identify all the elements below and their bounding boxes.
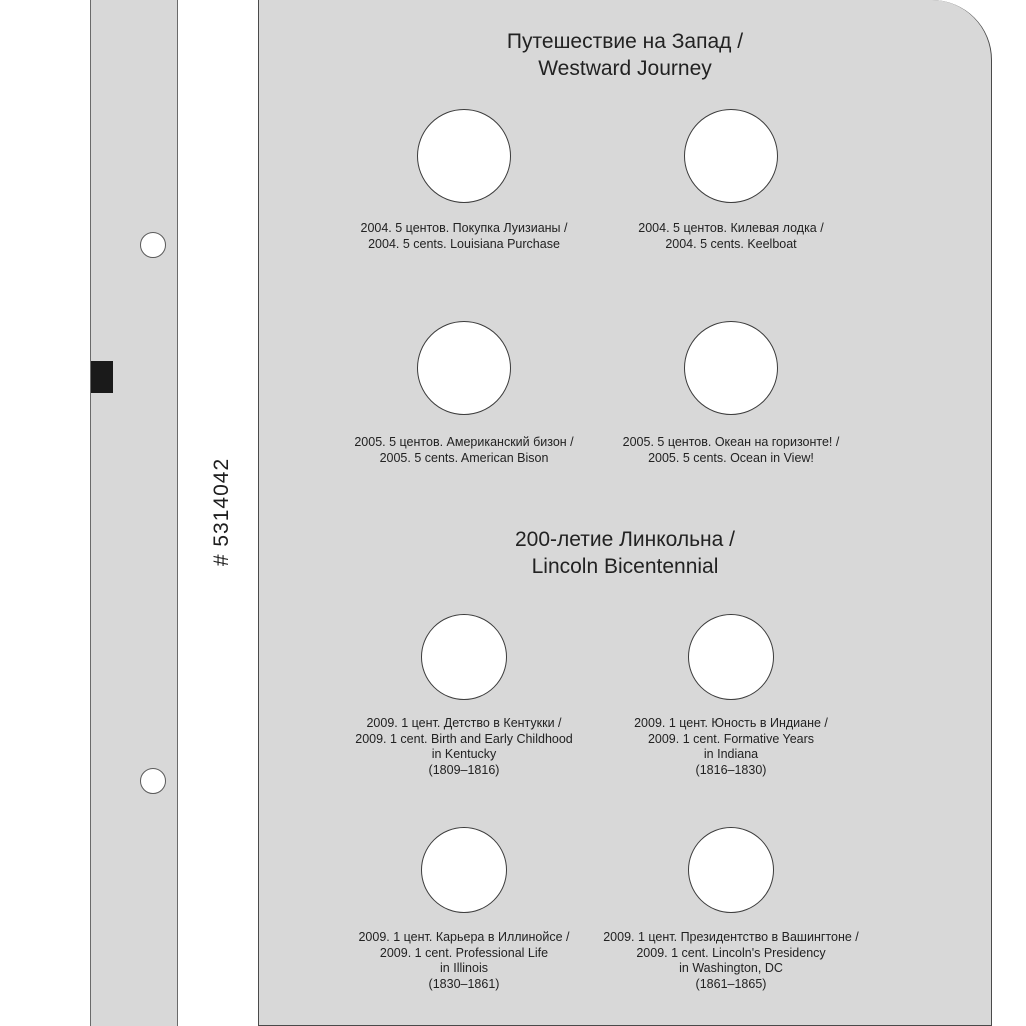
caption-line-ru: 2009. 1 цент. Детство в Кентукки / — [366, 716, 562, 730]
black-marker — [91, 361, 113, 393]
coin-slot-louisiana-purchase[interactable] — [417, 109, 511, 203]
coin-slot-lincolns-presidency[interactable] — [688, 827, 774, 913]
binder-hole-bottom — [140, 768, 166, 794]
coin-caption-professional-life — [314, 930, 614, 992]
coin-caption-formative-years — [581, 716, 881, 778]
caption-line-years: (1861–1865) — [695, 976, 767, 991]
caption-line-place: in Washington, DC — [679, 961, 783, 975]
coin-album-page — [258, 0, 992, 1026]
section-title-en: Westward Journey — [538, 57, 712, 80]
coin-slot-professional-life[interactable] — [421, 827, 507, 913]
caption-line-en: 2009. 1 cent. Lincoln's Presidency — [636, 945, 826, 960]
caption-line-ru: 2009. 1 цент. Юность в Индиане / — [634, 716, 828, 730]
caption-line-en: 2009. 1 cent. Formative Years — [647, 731, 815, 746]
coin-caption-birth-early-childhood — [314, 716, 614, 778]
article-number: # 5314042 — [210, 457, 233, 567]
section-title-en: Lincoln Bicentennial — [531, 555, 719, 578]
section-title-ru: 200-летие Линкольна / — [514, 528, 736, 551]
caption-line-place: in Illinois — [440, 961, 488, 975]
coin-caption-keelboat — [581, 221, 881, 252]
binder-hole-top — [140, 232, 166, 258]
caption-line-place: in Kentucky — [431, 747, 497, 761]
coin-slot-formative-years[interactable] — [688, 614, 774, 700]
section-title-ru: Путешествие на Запад / — [506, 30, 744, 53]
coin-slot-ocean-in-view[interactable] — [684, 321, 778, 415]
coin-slot-birth-early-childhood[interactable] — [421, 614, 507, 700]
caption-line-en: 2009. 1 cent. Birth and Early Childhood — [355, 731, 573, 746]
caption-line-years: (1816–1830) — [695, 762, 767, 777]
caption-line-ru: 2004. 5 центов. Покупка Луизианы / — [360, 221, 568, 235]
caption-line-ru: 2009. 1 цент. Президентство в Вашингтоне / — [603, 930, 859, 944]
caption-line-years: (1809–1816) — [428, 762, 500, 777]
caption-line-ru: 2009. 1 цент. Карьера в Иллинойсе / — [358, 930, 570, 944]
coin-caption-american-bison — [314, 435, 614, 466]
caption-line-place: in Indiana — [703, 747, 759, 761]
caption-line-en: 2009. 1 cent. Professional Life — [379, 945, 549, 960]
caption-line-years: (1830–1861) — [428, 976, 500, 991]
section-title-lincoln-bicentennial — [259, 526, 991, 580]
caption-line-en: 2005. 5 cents. American Bison — [379, 450, 549, 465]
coin-caption-lincolns-presidency — [581, 930, 881, 992]
caption-line-ru: 2005. 5 центов. Американский бизон / — [354, 435, 574, 449]
caption-line-en: 2004. 5 cents. Keelboat — [665, 236, 797, 251]
coin-caption-ocean-in-view — [581, 435, 881, 466]
coin-slot-keelboat[interactable] — [684, 109, 778, 203]
caption-line-en: 2005. 5 cents. Ocean in View! — [648, 450, 814, 465]
coin-slot-american-bison[interactable] — [417, 321, 511, 415]
caption-line-en: 2004. 5 cents. Louisiana Purchase — [368, 236, 560, 251]
coin-caption-louisiana-purchase — [314, 221, 614, 252]
caption-line-ru: 2004. 5 центов. Килевая лодка / — [638, 221, 824, 235]
section-title-westward-journey — [259, 28, 991, 82]
binding-strip — [90, 0, 233, 1026]
caption-line-ru: 2005. 5 центов. Океан на горизонте! / — [622, 435, 840, 449]
